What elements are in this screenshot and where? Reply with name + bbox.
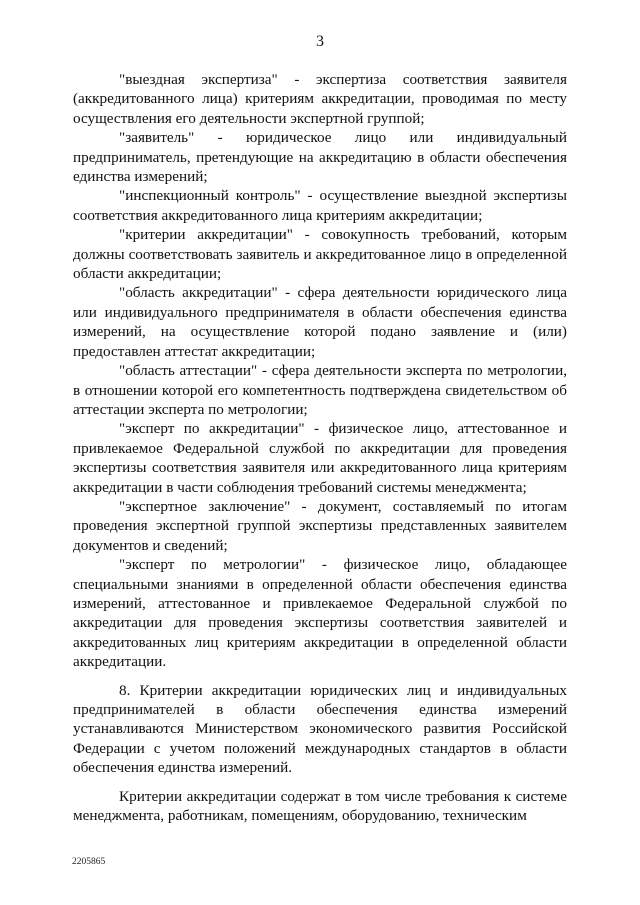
definition-vyezdnaya-ekspertiza: "выездная экспертиза" - экспертиза соответствия заявителя (аккредитованного лица) критериям аккредитации, проводимая по месту осуществления его деятельности экспертной группой; (73, 71, 567, 127)
document-body (73, 70, 567, 825)
definition-ekspert-po-akkreditatsii: "эксперт по аккредитации" - физическое лицо, аттестованное и привлекаемое Федеральной службой по аккредитации для проведения экспертизы соответствия заявителя или аккредитованного лица критериям аккредитации в части соблюдения требований системы менеджмента; (73, 420, 567, 496)
definition-ekspertnoe-zaklyuchenie: "экспертное заключение" - документ, составляемый по итогам проведения экспертной группой экспертизы представленных заявителем документов и сведений; (73, 497, 567, 554)
definition-oblast-attestatsii: "область аттестации" - сфера деятельности эксперта по метрологии, в отношении которой его компетентность подтверждена свидетельством об аттестации эксперта по метрологии; (73, 362, 567, 418)
definition-kriterii-akkreditatsii: "критерии аккредитации" - совокупность требований, которым должны соответствовать заявитель и аккредитованное лицо в определенной области аккредитации; (73, 226, 567, 283)
document-code: 2205865 (72, 857, 106, 867)
definition-zayavitel: "заявитель" - юридическое лицо или индивидуальный предприниматель, претендующие на аккредитацию в области обеспечения единства измерений; (73, 129, 567, 186)
clause-8: 8. Критерии аккредитации юридических лиц и индивидуальных предпринимателей в области обеспечения единства измерений устанавливаются Министерством экономического развития Российской Федерации с учетом положений международных стандартов в области обеспечения единства измерений. (73, 681, 567, 777)
definition-ekspert-po-metrologii: "эксперт по метрологии" - физическое лицо, обладающее специальными знаниями в определенной области обеспечения единства измерений, аттестованное и привлекаемое Федеральной службой по аккредитации для проведения экспертизы соответствия заявителей и аккредитованных лиц критериям аккредитации в определенной области аккредитации. (73, 556, 567, 671)
page-number: 3 (316, 33, 324, 50)
definition-inspektsionny-kontrol: "инспекционный контроль" - осуществление выездной экспертизы соответствия аккредитованного лица критериям аккредитации; (73, 187, 567, 224)
definition-oblast-akkreditatsii: "область аккредитации" - сфера деятельности юридического лица или индивидуального предпринимателя в области обеспечения единства измерений, на осуществление которой подано заявление и (или) предоставлен аттестат аккредитации; (73, 284, 567, 360)
clause-8-continuation: Критерии аккредитации содержат в том числе требования к системе менеджмента, работникам, помещениям, оборудованию, техническим (73, 787, 567, 825)
